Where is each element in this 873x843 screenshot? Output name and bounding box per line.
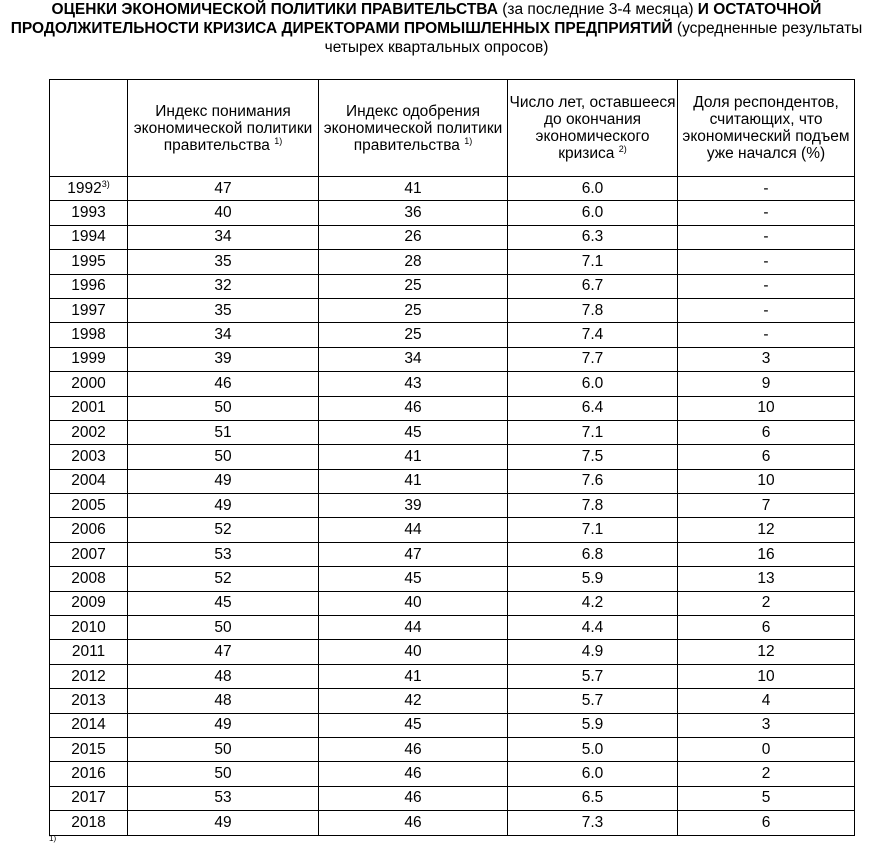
cell-years-left: 4.4: [508, 616, 678, 640]
cell-understanding: 35: [128, 298, 319, 322]
cell-share: 3: [678, 347, 855, 371]
cell-share: 2: [678, 762, 855, 786]
cell-approval: 46: [319, 737, 508, 761]
cell-share: 2: [678, 591, 855, 615]
cell-understanding: 50: [128, 616, 319, 640]
cell-understanding: 52: [128, 567, 319, 591]
page-title: [0, 0, 873, 57]
table-row: [50, 420, 855, 444]
cell-year: 2017: [50, 786, 128, 810]
cell-approval: 34: [319, 347, 508, 371]
cell-years-left: 5.0: [508, 737, 678, 761]
cell-approval: 46: [319, 811, 508, 835]
cell-approval: 25: [319, 274, 508, 298]
cell-year: 1997: [50, 298, 128, 322]
table-row: [50, 542, 855, 566]
cell-year: 2012: [50, 664, 128, 688]
cell-approval: 45: [319, 420, 508, 444]
header-years-left: Число лет, оставшееся до окончания экономического кризиса $^{2)}$: [508, 80, 678, 177]
cell-years-left: 6.0: [508, 372, 678, 396]
cell-share: 10: [678, 396, 855, 420]
cell-years-left: 7.6: [508, 469, 678, 493]
cell-year: 2014: [50, 713, 128, 737]
cell-approval: 47: [319, 542, 508, 566]
cell-years-left: 6.0: [508, 762, 678, 786]
cell-approval: 25: [319, 298, 508, 322]
cell-understanding: 35: [128, 250, 319, 274]
cell-understanding: 49: [128, 713, 319, 737]
cell-understanding: 49: [128, 494, 319, 518]
cell-years-left: 6.0: [508, 201, 678, 225]
table-row: [50, 469, 855, 493]
cell-understanding: 52: [128, 518, 319, 542]
cell-year: 2000: [50, 372, 128, 396]
footnote-marker: 1): [49, 834, 57, 843]
cell-approval: 40: [319, 640, 508, 664]
cell-understanding: 45: [128, 591, 319, 615]
cell-approval: 44: [319, 616, 508, 640]
cell-share: 13: [678, 567, 855, 591]
cell-years-left: 7.1: [508, 518, 678, 542]
cell-understanding: 50: [128, 445, 319, 469]
cell-share: -: [678, 201, 855, 225]
table-row: [50, 494, 855, 518]
table-row: [50, 177, 855, 201]
cell-years-left: 5.9: [508, 567, 678, 591]
cell-year: 2004: [50, 469, 128, 493]
cell-years-left: 7.1: [508, 250, 678, 274]
cell-understanding: 47: [128, 640, 319, 664]
cell-share: 6: [678, 811, 855, 835]
cell-share: 16: [678, 542, 855, 566]
cell-years-left: 7.3: [508, 811, 678, 835]
cell-understanding: 34: [128, 225, 319, 249]
cell-share: 12: [678, 518, 855, 542]
cell-approval: 26: [319, 225, 508, 249]
cell-years-left: 7.5: [508, 445, 678, 469]
cell-share: -: [678, 225, 855, 249]
cell-approval: 41: [319, 177, 508, 201]
table-row: [50, 274, 855, 298]
cell-understanding: 50: [128, 762, 319, 786]
table-row: [50, 567, 855, 591]
cell-approval: 41: [319, 469, 508, 493]
cell-year: 2009: [50, 591, 128, 615]
cell-understanding: 34: [128, 323, 319, 347]
cell-year: 2016: [50, 762, 128, 786]
cell-understanding: 48: [128, 689, 319, 713]
cell-approval: 46: [319, 786, 508, 810]
table-row: [50, 689, 855, 713]
title-note-2: (усредненные результаты четырех квартальных опросов): [324, 20, 863, 56]
table-row: [50, 347, 855, 371]
cell-year: 1996: [50, 274, 128, 298]
data-table: [49, 79, 855, 836]
cell-share: -: [678, 177, 855, 201]
cell-share: 12: [678, 640, 855, 664]
cell-understanding: 50: [128, 396, 319, 420]
cell-year: 2018: [50, 811, 128, 835]
cell-year: 2011: [50, 640, 128, 664]
cell-years-left: 7.1: [508, 420, 678, 444]
table-row: [50, 323, 855, 347]
cell-share: 10: [678, 469, 855, 493]
cell-approval: 46: [319, 762, 508, 786]
cell-approval: 41: [319, 664, 508, 688]
table-row: [50, 616, 855, 640]
cell-years-left: 5.9: [508, 713, 678, 737]
table-row: [50, 396, 855, 420]
table-row: [50, 591, 855, 615]
cell-year: 2015: [50, 737, 128, 761]
cell-share: 5: [678, 786, 855, 810]
title-note-1: (за последние 3-4 месяца): [497, 1, 698, 18]
cell-approval: 36: [319, 201, 508, 225]
table-row: [50, 737, 855, 761]
table-row: [50, 762, 855, 786]
cell-share: 6: [678, 445, 855, 469]
cell-share: -: [678, 323, 855, 347]
cell-year: 2005: [50, 494, 128, 518]
cell-years-left: 5.7: [508, 689, 678, 713]
table-row: [50, 298, 855, 322]
cell-share: 10: [678, 664, 855, 688]
cell-year: 2010: [50, 616, 128, 640]
cell-understanding: 49: [128, 469, 319, 493]
cell-understanding: 51: [128, 420, 319, 444]
cell-approval: 46: [319, 396, 508, 420]
table-row: [50, 786, 855, 810]
table-row: [50, 713, 855, 737]
cell-approval: 41: [319, 445, 508, 469]
cell-years-left: 6.8: [508, 542, 678, 566]
cell-share: 9: [678, 372, 855, 396]
table-row: [50, 445, 855, 469]
cell-years-left: 4.2: [508, 591, 678, 615]
cell-year: 2006: [50, 518, 128, 542]
cell-years-left: 6.3: [508, 225, 678, 249]
table-row: [50, 201, 855, 225]
cell-understanding: 40: [128, 201, 319, 225]
cell-approval: 45: [319, 713, 508, 737]
cell-understanding: 48: [128, 664, 319, 688]
cell-share: -: [678, 250, 855, 274]
cell-years-left: 4.9: [508, 640, 678, 664]
title-bold-2: И ОСТАТОЧНОЙ ПРОДОЛЖИТЕЛЬНОСТИ КРИЗИСА ДИРЕКТОРАМИ ПРОМЫШЛЕННЫХ ПРЕДПРИЯТИЙ: [10, 1, 822, 37]
table-row: [50, 664, 855, 688]
cell-understanding: 39: [128, 347, 319, 371]
cell-year: 2003: [50, 445, 128, 469]
cell-years-left: 7.4: [508, 323, 678, 347]
table-header-row: [50, 80, 855, 177]
cell-share: 6: [678, 420, 855, 444]
cell-years-left: 7.7: [508, 347, 678, 371]
table-row: [50, 225, 855, 249]
cell-year: 2001: [50, 396, 128, 420]
cell-year: 2008: [50, 567, 128, 591]
cell-approval: 25: [319, 323, 508, 347]
cell-understanding: 49: [128, 811, 319, 835]
cell-understanding: 53: [128, 786, 319, 810]
table-row: [50, 250, 855, 274]
cell-year: 1992$^{3)}$: [50, 177, 128, 201]
cell-understanding: 32: [128, 274, 319, 298]
cell-share: -: [678, 298, 855, 322]
cell-year: 2013: [50, 689, 128, 713]
table-row: [50, 518, 855, 542]
cell-approval: 45: [319, 567, 508, 591]
cell-share: 3: [678, 713, 855, 737]
header-understanding: Индекс понимания экономической политики правительства $^{1)}$: [128, 80, 319, 177]
cell-years-left: 6.0: [508, 177, 678, 201]
header-approval: Индекс одобрения экономической политики правительства $^{1)}$: [319, 80, 508, 177]
cell-share: 7: [678, 494, 855, 518]
table-row: [50, 640, 855, 664]
table-row: [50, 811, 855, 835]
cell-year: 1994: [50, 225, 128, 249]
cell-year: 1998: [50, 323, 128, 347]
cell-understanding: 47: [128, 177, 319, 201]
cell-approval: 40: [319, 591, 508, 615]
cell-approval: 28: [319, 250, 508, 274]
cell-year: 1993: [50, 201, 128, 225]
cell-years-left: 6.7: [508, 274, 678, 298]
cell-years-left: 7.8: [508, 298, 678, 322]
cell-year: 1999: [50, 347, 128, 371]
cell-approval: 43: [319, 372, 508, 396]
cell-share: 0: [678, 737, 855, 761]
title-bold-1: ОЦЕНКИ ЭКОНОМИЧЕСКОЙ ПОЛИТИКИ ПРАВИТЕЛЬСТВА: [51, 1, 498, 18]
cell-years-left: 7.8: [508, 494, 678, 518]
cell-understanding: 50: [128, 737, 319, 761]
cell-share: 4: [678, 689, 855, 713]
cell-years-left: 6.5: [508, 786, 678, 810]
cell-understanding: 53: [128, 542, 319, 566]
header-share: Доля респондентов, считающих, что экономический подъем уже начался (%): [678, 80, 855, 177]
cell-year: 1995: [50, 250, 128, 274]
cell-years-left: 6.4: [508, 396, 678, 420]
table-row: [50, 372, 855, 396]
cell-share: -: [678, 274, 855, 298]
cell-years-left: 5.7: [508, 664, 678, 688]
cell-understanding: 46: [128, 372, 319, 396]
cell-approval: 44: [319, 518, 508, 542]
cell-approval: 39: [319, 494, 508, 518]
cell-year: 2002: [50, 420, 128, 444]
header-year: [50, 80, 128, 177]
cell-approval: 42: [319, 689, 508, 713]
cell-share: 6: [678, 616, 855, 640]
cell-year: 2007: [50, 542, 128, 566]
